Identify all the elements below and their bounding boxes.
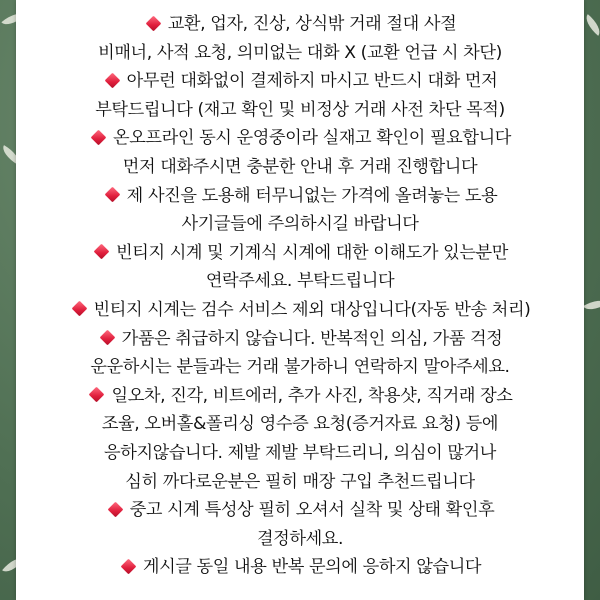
notice-line-text: 조율, 오버홀&폴리싱 영수증 요청(증거자료 요청) 등에 [101, 414, 499, 435]
notice-line-text: 운운하시는 분들과는 거래 불가하니 연락하지 말아주세요. [90, 357, 510, 378]
notice-line [16, 10, 584, 39]
notice-line-text: 온오프라인 동시 운영중이라 실재고 확인이 필요합니다 [113, 128, 511, 149]
red-diamond-icon [145, 15, 161, 31]
notice-line [16, 468, 584, 497]
notice-line [16, 410, 584, 439]
notice-line [16, 67, 584, 96]
notice-line [16, 296, 584, 325]
notice-line [16, 525, 584, 554]
notice-line-text: 연락주세요. 부탁드립니다 [205, 271, 395, 292]
notice-card [16, 0, 584, 600]
red-diamond-icon [104, 72, 120, 88]
notice-line [16, 153, 584, 182]
notice-line [16, 439, 584, 468]
notice-line-text: 제 사진을 도용해 터무니없는 가격에 올려놓는 도용 [126, 185, 498, 206]
notice-line-text: 사기글들에 주의하시길 바랍니다 [181, 214, 419, 235]
notice-line [16, 96, 584, 125]
red-diamond-icon [94, 244, 110, 260]
notice-line [16, 239, 584, 268]
notice-line [16, 325, 584, 354]
notice-line-text: 결정하세요. [256, 528, 344, 549]
notice-line-text: 빈티지 시계 및 기계식 시계에 대한 이해도가 있는분만 [116, 242, 508, 263]
notice-line-text: 먼저 대화주시면 충분한 안내 후 거래 진행합니다 [122, 156, 478, 177]
notice-line [16, 182, 584, 211]
red-diamond-icon [71, 301, 87, 317]
notice-line [16, 210, 584, 239]
notice-line [16, 267, 584, 296]
notice-line [16, 39, 584, 68]
notice-line [16, 353, 584, 382]
notice-line-text: 일오차, 진각, 비트에러, 추가 사진, 착용샷, 직거래 장소 [111, 385, 513, 406]
notice-line [16, 124, 584, 153]
notice-line-text: 가품은 취급하지 않습니다. 반복적인 의심, 가품 걱정 [121, 328, 503, 349]
red-diamond-icon [107, 501, 123, 517]
notice-line-text: 응하지않습니다. 제발 제발 부탁드리니, 의심이 많거나 [104, 442, 496, 463]
notice-line-text: 아무런 대화없이 결제하지 마시고 반드시 대화 먼저 [126, 71, 498, 92]
red-diamond-icon [121, 559, 137, 575]
notice-text [16, 10, 584, 582]
notice-line-text: 중고 시계 특성상 필히 오셔서 실착 및 상태 확인후 [129, 500, 495, 521]
notice-line [16, 553, 584, 582]
red-diamond-icon [91, 130, 107, 146]
notice-line-text: 비매너, 사적 요청, 의미없는 대화 X (교환 언급 시 차단) [98, 42, 502, 63]
notice-line [16, 382, 584, 411]
notice-line-text: 부탁드립니다 (재고 확인 및 비정상 거래 사전 차단 목적) [95, 99, 505, 120]
red-diamond-icon [99, 330, 115, 346]
notice-line-text: 심히 까다로운분은 필히 매장 구입 추천드립니다 [125, 471, 475, 492]
notice-line-text: 빈티지 시계는 검수 서비스 제외 대상입니다(자동 반송 처리) [93, 299, 531, 320]
red-diamond-icon [89, 387, 105, 403]
notice-line-text: 교환, 업자, 진상, 상식밖 거래 절대 사절 [167, 14, 457, 34]
notice-line-text: 게시글 동일 내용 반복 문의에 응하지 않습니다 [142, 557, 482, 578]
red-diamond-icon [104, 187, 120, 203]
notice-line [16, 496, 584, 525]
